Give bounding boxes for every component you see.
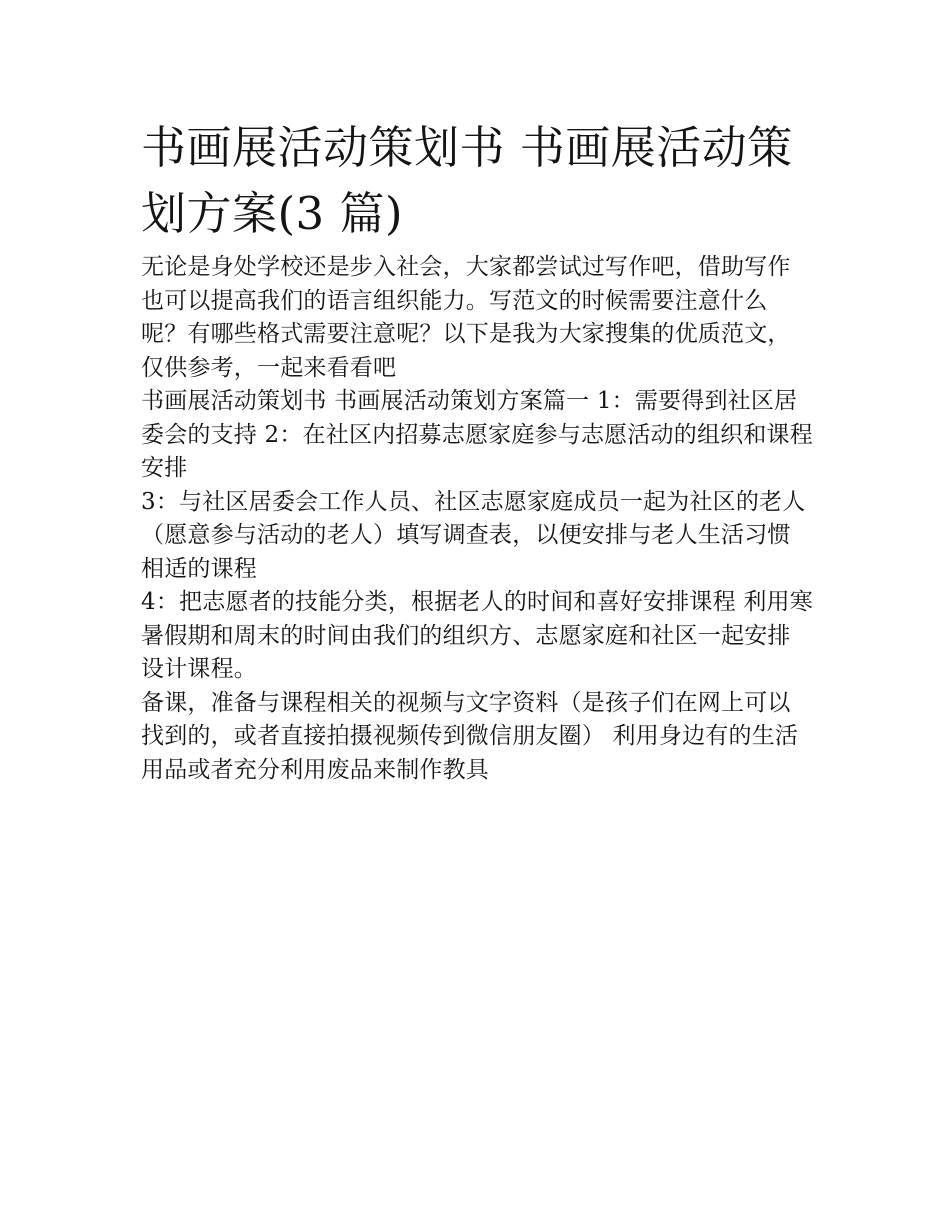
- section-one-paragraph: 书画展活动策划书 书画展活动策划方案篇一 1：需要得到社区居委会的支持 2：在社区内招募志愿家庭参与志愿活动的组织和课程安排: [141, 388, 813, 481]
- step-four-paragraph: 4：把志愿者的技能分类，根据老人的时间和喜好安排课程 利用寒暑假期和周末的时间由我们的组织方、志愿家庭和社区一起安排设计课程。: [141, 589, 813, 682]
- document-body: [141, 251, 813, 787]
- lesson-prep-paragraph: 备课，准备与课程相关的视频与文字资料（是孩子们在网上可以找到的，或者直接拍摄视频传到微信朋友圈） 利用身边有的生活用品或者充分利用废品来制作教具: [141, 689, 799, 783]
- document-page: [141, 115, 813, 787]
- intro-paragraph: 无论是身处学校还是步入社会，大家都尝试过写作吧，借助写作也可以提高我们的语言组织能力。写范文的时候需要注意什么呢？有哪些格式需要注意呢？以下是我为大家搜集的优质范文，仅供参考，一起来看看吧: [141, 254, 791, 381]
- step-three-paragraph: 3：与社区居委会工作人员、社区志愿家庭成员一起为社区的老人（愿意参与活动的老人）填写调查表，以便安排与老人生活习惯相适的课程: [141, 488, 806, 582]
- document-title: 书画展活动策划书 书画展活动策划方案(3 篇): [141, 121, 793, 240]
